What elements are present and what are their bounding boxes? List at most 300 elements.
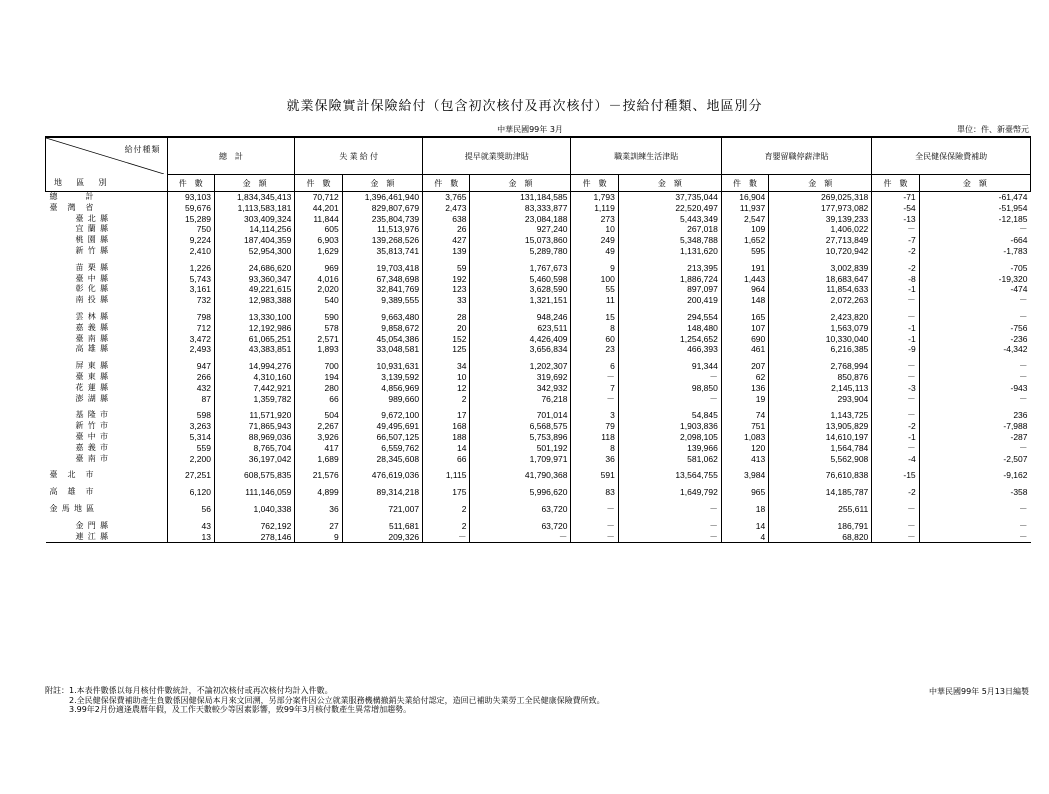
count-cell: 4,016	[295, 274, 342, 285]
count-cell: -7	[872, 235, 919, 246]
amount-cell: -7,988	[919, 421, 1030, 432]
amount-cell: 466,393	[618, 344, 721, 355]
amount-cell: 850,876	[769, 372, 872, 383]
amount-cell: 1,396,461,940	[342, 192, 422, 203]
table-row	[46, 334, 1031, 345]
count-cell: 4	[721, 532, 768, 543]
group-header: 提早就業獎助津貼	[423, 137, 571, 175]
amount-cell: 476,619,036	[342, 470, 422, 481]
count-cell: 1,226	[167, 263, 214, 274]
region-label: 高 雄 縣	[75, 344, 109, 354]
amount-cell: -287	[919, 432, 1030, 443]
amount-cell: 6,216,385	[769, 344, 872, 355]
amount-cell: 762,192	[214, 521, 294, 532]
count-cell: 79	[571, 421, 618, 432]
region-label: 臺 南 縣	[75, 333, 109, 343]
count-cell: 83	[571, 487, 618, 498]
amount-cell: 66,507,125	[342, 432, 422, 443]
amount-cell: 1,113,583,181	[214, 203, 294, 214]
amount-cell: 319,692	[470, 372, 571, 383]
count-cell: 1,115	[423, 470, 470, 481]
count-cell: 2,473	[423, 203, 470, 214]
amount-cell: 63,720	[470, 521, 571, 532]
amount-cell: 278,146	[214, 532, 294, 543]
amount-cell: －	[919, 394, 1030, 405]
count-cell: 427	[423, 235, 470, 246]
region-label: 臺 北 縣	[75, 213, 109, 223]
count-cell: 638	[423, 214, 470, 225]
amount-cell: 2,072,263	[769, 295, 872, 306]
table-row	[46, 372, 1031, 383]
table-row	[46, 284, 1031, 295]
amount-cell: 9,672,100	[342, 410, 422, 421]
count-cell: 168	[423, 421, 470, 432]
amount-cell: 9,389,555	[342, 295, 422, 306]
amount-cell: 14,114,256	[214, 224, 294, 235]
amount-cell: -4,342	[919, 344, 1030, 355]
amount-cell: 1,143,725	[769, 410, 872, 421]
count-cell: 109	[721, 224, 768, 235]
amount-cell: 5,753,896	[470, 432, 571, 443]
amount-cell: －	[618, 372, 721, 383]
count-cell: 578	[295, 323, 342, 334]
count-cell: 152	[423, 334, 470, 345]
table-row	[46, 454, 1031, 465]
amount-cell: 11,571,920	[214, 410, 294, 421]
count-cell: -2	[872, 246, 919, 257]
amount-cell: 41,790,368	[470, 470, 571, 481]
amount-cell: 13,564,755	[618, 470, 721, 481]
amount-cell: -474	[919, 284, 1030, 295]
count-cell: 87	[167, 394, 214, 405]
count-cell: 700	[295, 361, 342, 372]
header-row-groups	[46, 137, 1031, 175]
table-row	[46, 263, 1031, 274]
amount-cell: 13,905,829	[769, 421, 872, 432]
count-cell: 59,676	[167, 203, 214, 214]
amount-cell: 139,966	[618, 443, 721, 454]
region-label: 新 竹 市	[75, 421, 109, 431]
amount-cell: 12,192,986	[214, 323, 294, 334]
amount-cell: 8,765,704	[214, 443, 294, 454]
count-cell: 59	[423, 263, 470, 274]
amount-cell: 200,419	[618, 295, 721, 306]
amount-cell: －	[919, 443, 1030, 454]
amount-cell: 23,084,188	[470, 214, 571, 225]
count-cell: 969	[295, 263, 342, 274]
amount-cell: 177,973,082	[769, 203, 872, 214]
amount-cell: 1,040,338	[214, 504, 294, 515]
amount-cell: 5,996,620	[470, 487, 571, 498]
region-label: 桃 園 縣	[75, 235, 109, 245]
amount-cell: 63,720	[470, 504, 571, 515]
amount-cell: 1,834,345,413	[214, 192, 294, 203]
amount-cell: 342,932	[470, 383, 571, 394]
count-cell: －	[872, 372, 919, 383]
count-cell: 123	[423, 284, 470, 295]
count-cell: 280	[295, 383, 342, 394]
amount-cell: －	[470, 532, 571, 543]
count-cell: 8	[571, 323, 618, 334]
count-cell: 2,547	[721, 214, 768, 225]
count-cell: -2	[872, 421, 919, 432]
sub-header-count: 件 數	[167, 175, 214, 192]
report-date: 中華民國99年 3月	[497, 125, 563, 134]
count-cell: 60	[571, 334, 618, 345]
count-cell: 1,083	[721, 432, 768, 443]
table-row	[46, 224, 1031, 235]
count-cell: 1,443	[721, 274, 768, 285]
count-cell: -4	[872, 454, 919, 465]
sub-header-count: 件 數	[872, 175, 919, 192]
count-cell: －	[571, 504, 618, 515]
region-label: 連 江 縣	[46, 532, 168, 543]
count-cell: 266	[167, 372, 214, 383]
region-label: 苗 栗 縣	[75, 262, 109, 272]
count-cell: 2,267	[295, 421, 342, 432]
region-label: 花 蓮 縣	[75, 382, 109, 392]
table-row	[46, 443, 1031, 454]
count-cell: －	[571, 372, 618, 383]
count-cell: 56	[167, 504, 214, 515]
amount-cell: 581,062	[618, 454, 721, 465]
count-cell: -1	[872, 334, 919, 345]
count-cell: 9,224	[167, 235, 214, 246]
amount-cell: 2,098,105	[618, 432, 721, 443]
region-label: 金 門 縣	[75, 520, 109, 530]
table-row	[46, 532, 1031, 543]
amount-cell: 6,559,762	[342, 443, 422, 454]
count-cell: 598	[167, 410, 214, 421]
sub-header-count: 件 數	[423, 175, 470, 192]
amount-cell: 54,845	[618, 410, 721, 421]
count-cell: －	[571, 394, 618, 405]
amount-cell: 4,426,409	[470, 334, 571, 345]
amount-cell: 186,791	[769, 521, 872, 532]
amount-cell: 18,683,647	[769, 274, 872, 285]
table-row	[46, 383, 1031, 394]
compiled-date: 中華民國99年 5月13日編製	[929, 687, 1029, 696]
count-cell: 1,119	[571, 203, 618, 214]
header-corner	[46, 137, 168, 175]
count-cell: 23	[571, 344, 618, 355]
amount-cell: 7,442,921	[214, 383, 294, 394]
count-cell: 125	[423, 344, 470, 355]
count-cell: 18	[721, 504, 768, 515]
count-cell: -2	[872, 263, 919, 274]
count-cell: 16,904	[721, 192, 768, 203]
sub-header-amount: 金 額	[214, 175, 294, 192]
amount-cell: 6,568,575	[470, 421, 571, 432]
amount-cell: 14,185,787	[769, 487, 872, 498]
group-header: 職業訓練生活津貼	[571, 137, 721, 175]
amount-cell: 4,856,969	[342, 383, 422, 394]
table-row	[46, 421, 1031, 432]
count-cell: 2,020	[295, 284, 342, 295]
sub-header-amount: 金 額	[618, 175, 721, 192]
amount-cell: 511,681	[342, 521, 422, 532]
region-label: 嘉 義 市	[75, 442, 109, 452]
count-cell: 750	[167, 224, 214, 235]
amount-cell: 83,333,877	[470, 203, 571, 214]
region-label: 臺 南 市	[75, 453, 109, 463]
count-cell: -71	[872, 192, 919, 203]
count-cell: -54	[872, 203, 919, 214]
amount-cell: 1,903,836	[618, 421, 721, 432]
count-cell: 27	[295, 521, 342, 532]
table-row	[46, 214, 1031, 225]
amount-cell: －	[618, 532, 721, 543]
count-cell: 148	[721, 295, 768, 306]
count-cell: 27,251	[167, 470, 214, 481]
amount-cell: 3,002,839	[769, 263, 872, 274]
count-cell: 33	[423, 295, 470, 306]
amount-cell: 236	[919, 410, 1030, 421]
amount-cell: 1,709,971	[470, 454, 571, 465]
amount-cell: 1,406,022	[769, 224, 872, 235]
count-cell: 10	[423, 372, 470, 383]
amount-cell: 213,395	[618, 263, 721, 274]
sub-header-count: 件 數	[721, 175, 768, 192]
count-cell: －	[872, 295, 919, 306]
amount-cell: 303,409,324	[214, 214, 294, 225]
count-cell: 6,903	[295, 235, 342, 246]
count-cell: 34	[423, 361, 470, 372]
count-cell: 9	[571, 263, 618, 274]
amount-cell: 76,218	[470, 394, 571, 405]
count-cell: 14	[423, 443, 470, 454]
amount-cell: -664	[919, 235, 1030, 246]
count-cell: －	[872, 521, 919, 532]
count-cell: －	[872, 504, 919, 515]
amount-cell: -19,320	[919, 274, 1030, 285]
amount-cell: －	[919, 295, 1030, 306]
amount-cell: 49,221,615	[214, 284, 294, 295]
count-cell: 3,984	[721, 470, 768, 481]
count-cell: 74	[721, 410, 768, 421]
count-cell: 540	[295, 295, 342, 306]
count-cell: 93,103	[167, 192, 214, 203]
unit-label: 單位：件、新臺幣元	[957, 125, 1029, 134]
count-cell: 13	[167, 532, 214, 543]
count-cell: 690	[721, 334, 768, 345]
count-cell: －	[571, 532, 618, 543]
amount-cell: 501,192	[470, 443, 571, 454]
amount-cell: 36,197,042	[214, 454, 294, 465]
region-label: 南 投 縣	[75, 295, 109, 305]
region-label: 澎 湖 縣	[75, 393, 109, 403]
count-cell: 591	[571, 470, 618, 481]
region-label: 屏 東 縣	[75, 361, 109, 371]
amount-cell: 10,720,942	[769, 246, 872, 257]
count-cell: 20	[423, 323, 470, 334]
count-cell: 2,493	[167, 344, 214, 355]
amount-cell: 68,820	[769, 532, 872, 543]
footnotes	[45, 686, 875, 715]
amount-cell: 608,575,835	[214, 470, 294, 481]
amount-cell: 10,931,631	[342, 361, 422, 372]
table-body	[46, 192, 1031, 543]
count-cell: 70,712	[295, 192, 342, 203]
amount-cell: －	[919, 372, 1030, 383]
amount-cell: 9,663,480	[342, 312, 422, 323]
table-row	[46, 487, 1031, 498]
amount-cell: 948,246	[470, 312, 571, 323]
amount-cell: 91,344	[618, 361, 721, 372]
amount-cell: 35,813,741	[342, 246, 422, 257]
amount-cell: -705	[919, 263, 1030, 274]
amount-cell: 5,348,788	[618, 235, 721, 246]
amount-cell: 89,314,218	[342, 487, 422, 498]
amount-cell: －	[919, 312, 1030, 323]
count-cell: 3,765	[423, 192, 470, 203]
amount-cell: 93,360,347	[214, 274, 294, 285]
amount-cell: 131,184,585	[470, 192, 571, 203]
count-cell: 207	[721, 361, 768, 372]
region-label: 金 馬 地 區	[49, 503, 96, 513]
amount-cell: 1,886,724	[618, 274, 721, 285]
count-cell: 1,689	[295, 454, 342, 465]
count-cell: 62	[721, 372, 768, 383]
amount-cell: 27,713,849	[769, 235, 872, 246]
table-row	[46, 295, 1031, 306]
count-cell: 17	[423, 410, 470, 421]
count-cell: 66	[423, 454, 470, 465]
amount-cell: 5,443,349	[618, 214, 721, 225]
amount-cell: 22,520,497	[618, 203, 721, 214]
count-cell: -15	[872, 470, 919, 481]
corner-label-type: 給付種類	[124, 145, 161, 154]
amount-cell: -756	[919, 323, 1030, 334]
region-label: 臺 中 市	[75, 431, 109, 441]
count-cell: 4,899	[295, 487, 342, 498]
count-cell: 3	[571, 410, 618, 421]
benefits-table	[45, 136, 1031, 543]
count-cell: 192	[423, 274, 470, 285]
amount-cell: 10,330,040	[769, 334, 872, 345]
table-row	[46, 344, 1031, 355]
count-cell: 3,161	[167, 284, 214, 295]
count-cell: 605	[295, 224, 342, 235]
group-header: 全民健保保險費補助	[872, 137, 1031, 175]
amount-cell: 2,145,113	[769, 383, 872, 394]
amount-cell: 13,330,100	[214, 312, 294, 323]
count-cell: 26	[423, 224, 470, 235]
amount-cell: 76,610,838	[769, 470, 872, 481]
count-cell: 43	[167, 521, 214, 532]
region-label: 臺 東 縣	[75, 371, 109, 381]
amount-cell: 32,841,769	[342, 284, 422, 295]
count-cell: 461	[721, 344, 768, 355]
amount-cell: -51,954	[919, 203, 1030, 214]
table-row	[46, 394, 1031, 405]
count-cell: 19	[721, 394, 768, 405]
count-cell: 21,576	[295, 470, 342, 481]
amount-cell: 1,254,652	[618, 334, 721, 345]
count-cell: 249	[571, 235, 618, 246]
amount-cell: 88,969,036	[214, 432, 294, 443]
corner-label-region: 地 區 別	[46, 175, 168, 192]
amount-cell: 2,423,820	[769, 312, 872, 323]
amount-cell: 43,383,851	[214, 344, 294, 355]
count-cell: 595	[721, 246, 768, 257]
region-label: 雲 林 縣	[75, 311, 109, 321]
count-cell: 100	[571, 274, 618, 285]
amount-cell: 1,131,620	[618, 246, 721, 257]
table-row	[46, 323, 1031, 334]
amount-cell: 1,563,079	[769, 323, 872, 334]
count-cell: 413	[721, 454, 768, 465]
count-cell: 3,926	[295, 432, 342, 443]
amount-cell: －	[618, 521, 721, 532]
count-cell: 417	[295, 443, 342, 454]
count-cell: －	[872, 410, 919, 421]
count-cell: 188	[423, 432, 470, 443]
amount-cell: －	[919, 504, 1030, 515]
table-row	[46, 246, 1031, 257]
amount-cell: 1,564,784	[769, 443, 872, 454]
amount-cell: 37,735,044	[618, 192, 721, 203]
count-cell: 2	[423, 394, 470, 405]
count-cell: －	[571, 521, 618, 532]
amount-cell: -12,185	[919, 214, 1030, 225]
count-cell: －	[423, 532, 470, 543]
count-cell: -3	[872, 383, 919, 394]
amount-cell: -2,507	[919, 454, 1030, 465]
count-cell: 1,793	[571, 192, 618, 203]
count-cell: 1,652	[721, 235, 768, 246]
count-cell: 28	[423, 312, 470, 323]
count-cell: 2	[423, 521, 470, 532]
amount-cell: 1,767,673	[470, 263, 571, 274]
count-cell: -8	[872, 274, 919, 285]
amount-cell: 2,768,994	[769, 361, 872, 372]
amount-cell: 701,014	[470, 410, 571, 421]
count-cell: 107	[721, 323, 768, 334]
count-cell: 712	[167, 323, 214, 334]
amount-cell: 39,139,233	[769, 214, 872, 225]
amount-cell: 98,850	[618, 383, 721, 394]
amount-cell: -358	[919, 487, 1030, 498]
table-row	[46, 410, 1031, 421]
amount-cell: 49,495,691	[342, 421, 422, 432]
footnote: 2.全民健保保費補助產生負數係因健保局本月來文回溯，另部分案件因公立就業服務機構撤銷失業給付認定，造回已補助失業勞工全民健康保險費所致。	[45, 695, 605, 705]
amount-cell: 1,202,307	[470, 361, 571, 372]
count-cell: －	[872, 361, 919, 372]
footnote: 3.99年2月份適逢農曆年假，及工作天數較少等因素影響，致99年3月核付數產生異常增加趨勢。	[45, 705, 412, 714]
amount-cell: 3,628,590	[470, 284, 571, 295]
amount-cell: －	[618, 504, 721, 515]
count-cell: 139	[423, 246, 470, 257]
table-row	[46, 235, 1031, 246]
count-cell: 6,120	[167, 487, 214, 498]
amount-cell: 623,511	[470, 323, 571, 334]
count-cell: 751	[721, 421, 768, 432]
amount-cell: 67,348,698	[342, 274, 422, 285]
count-cell: -9	[872, 344, 919, 355]
amount-cell: 293,904	[769, 394, 872, 405]
amount-cell: 33,048,581	[342, 344, 422, 355]
count-cell: 12	[423, 383, 470, 394]
amount-cell: 15,073,860	[470, 235, 571, 246]
count-cell: 559	[167, 443, 214, 454]
amount-cell: 71,865,943	[214, 421, 294, 432]
sub-header-count: 件 數	[295, 175, 342, 192]
header-row-sub	[46, 175, 1031, 192]
table-row	[46, 192, 1031, 203]
amount-cell: －	[919, 521, 1030, 532]
sub-header-count: 件 數	[571, 175, 618, 192]
